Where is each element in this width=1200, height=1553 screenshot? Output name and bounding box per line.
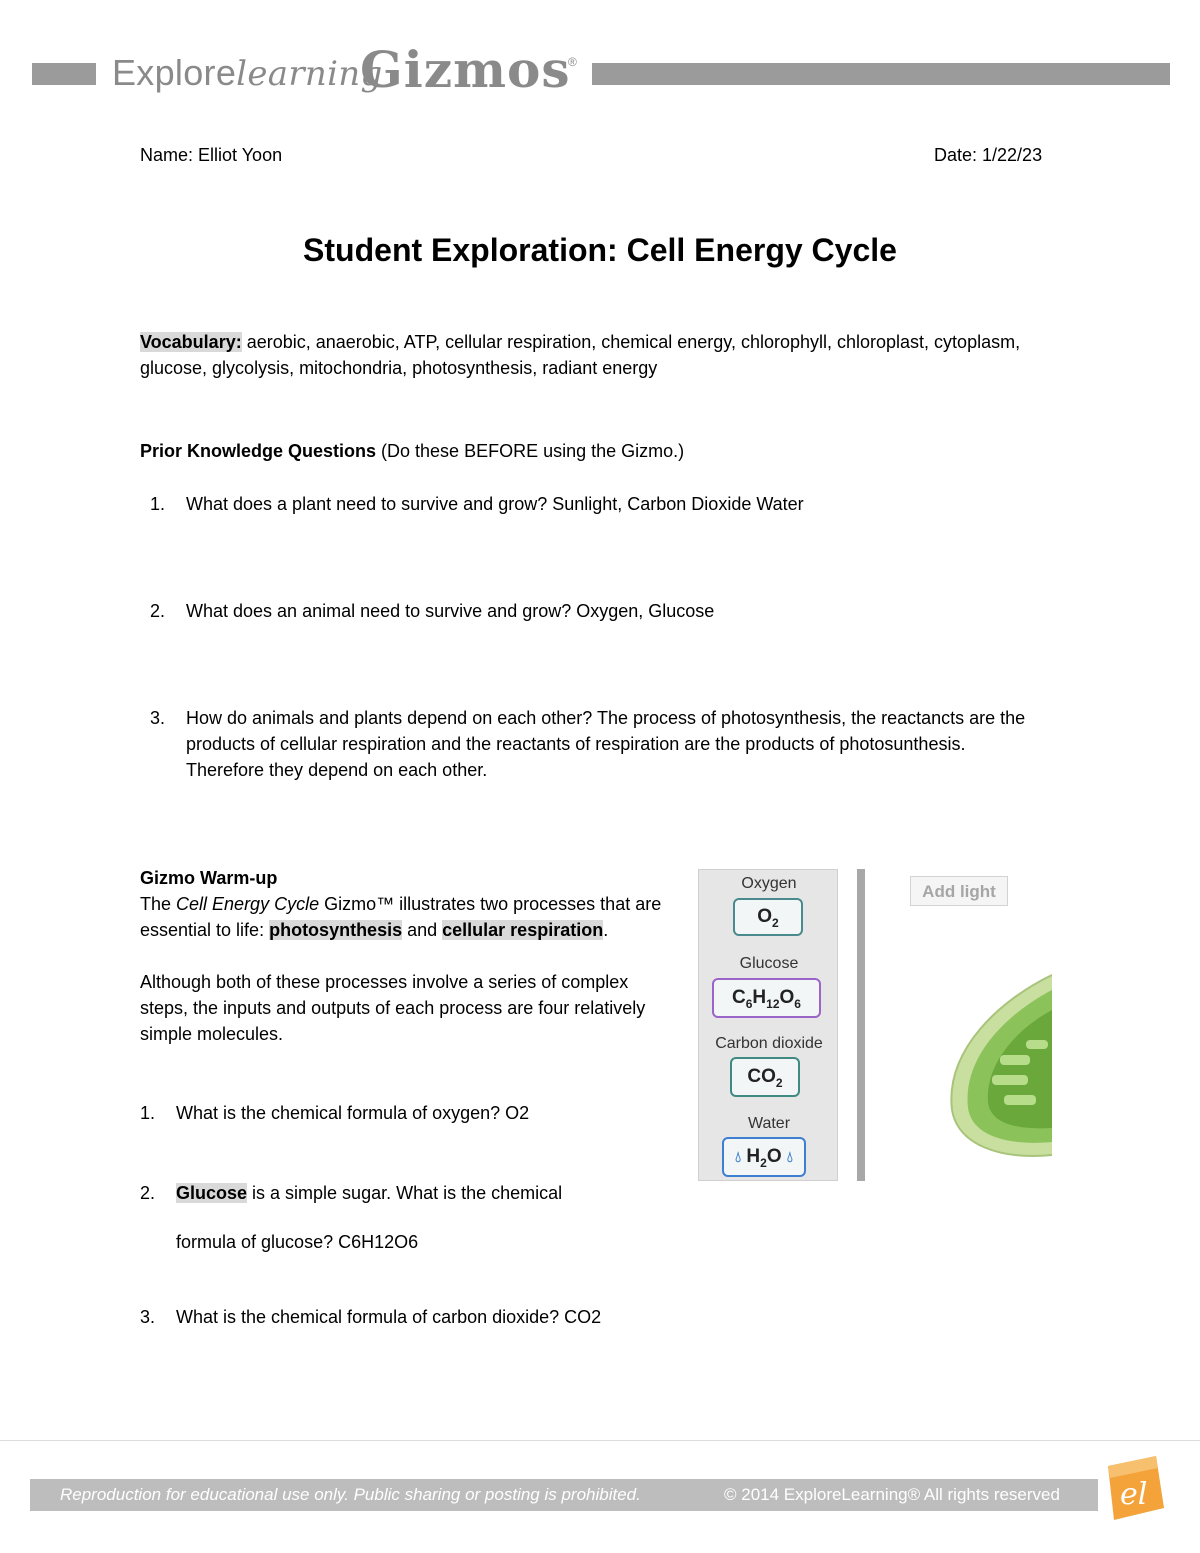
chloroplast-image: [930, 960, 1052, 1170]
brand-explorelearning: Explorelearning: [112, 52, 383, 94]
oxygen-label: Oxygen: [741, 875, 797, 892]
carbon-dioxide-label: Carbon dioxide: [715, 1035, 823, 1052]
molecule-panel: [698, 869, 838, 1181]
add-light-button[interactable]: Add light: [910, 876, 1008, 906]
student-date: Date: 1/22/23: [934, 145, 1043, 165]
explorelearning-logo-icon: [1100, 1452, 1168, 1524]
warmup-heading: Gizmo Warm-up: [140, 868, 278, 888]
header-bar-left: [32, 63, 96, 85]
header-bar-right: [592, 63, 1170, 85]
prior-question-2-text: What does an animal need to survive and grow? Oxygen, Glucose: [186, 601, 715, 621]
warmup-paragraph-1: The Cell Energy Cycle Gizmo™ illustrates two processes that are essential to life: photosynthesis and cellular respiration.: [140, 894, 662, 940]
water-drop-icon: 💧︎: [786, 1149, 793, 1166]
glucose-molecule[interactable]: $C_6H_{12}O_6$: [712, 978, 821, 1018]
panel-divider: [857, 869, 865, 1181]
glucose-label: Glucose: [739, 955, 799, 972]
prior-question-3-text: How do animals and plants depend on each other? The process of photosynthesis, the reactancts are the products of cellular respiration and the reactants of respiration are the products of photosunthesis. Therefore they depend on each other.: [186, 708, 1026, 780]
footer-rule: [0, 1440, 1200, 1441]
warmup-section: [140, 865, 680, 1047]
oxygen-molecule[interactable]: $O_2$: [733, 898, 803, 936]
water-molecule[interactable]: 💧︎ $H_2O$ 💧︎: [722, 1137, 806, 1177]
prior-knowledge-heading: Prior Knowledge Questions (Do these BEFORE using the Gizmo.): [140, 441, 685, 461]
brand-registered-mark: ®: [568, 55, 577, 69]
water-drop-icon: 💧︎: [735, 1149, 742, 1166]
water-label: Water: [747, 1115, 791, 1132]
page-title: Student Exploration: Cell Energy Cycle: [303, 232, 897, 268]
student-name: Name: Elliot Yoon: [140, 145, 283, 165]
footer-reproduction-notice: Reproduction for educational use only. Public sharing or posting is prohibited.: [60, 1485, 641, 1504]
warmup-paragraph-2: Although both of these processes involve a series of complex steps, the inputs and outputs of each process are four relatively simple molecules.: [140, 972, 646, 1044]
vocabulary: [140, 329, 1040, 381]
brand-gizmos: Gizmos: [360, 40, 571, 99]
vocabulary-terms: aerobic, anaerobic, ATP, cellular respiration, chemical energy, chlorophyll, chloroplast, cytoplasm, glucose, glycolysis, mitochondria, photosynthesis, radiant energy: [140, 332, 1021, 378]
carbon-dioxide-molecule[interactable]: $CO_2$: [730, 1057, 800, 1097]
vocabulary-label: Vocabulary:: [140, 332, 242, 352]
footer-copyright: © 2014 ExploreLearning® All rights reserved: [724, 1485, 1060, 1504]
prior-question-1-text: What does a plant need to survive and grow? Sunlight, Carbon Dioxide Water: [186, 494, 804, 514]
svg-text:el: el: [1120, 1477, 1148, 1512]
